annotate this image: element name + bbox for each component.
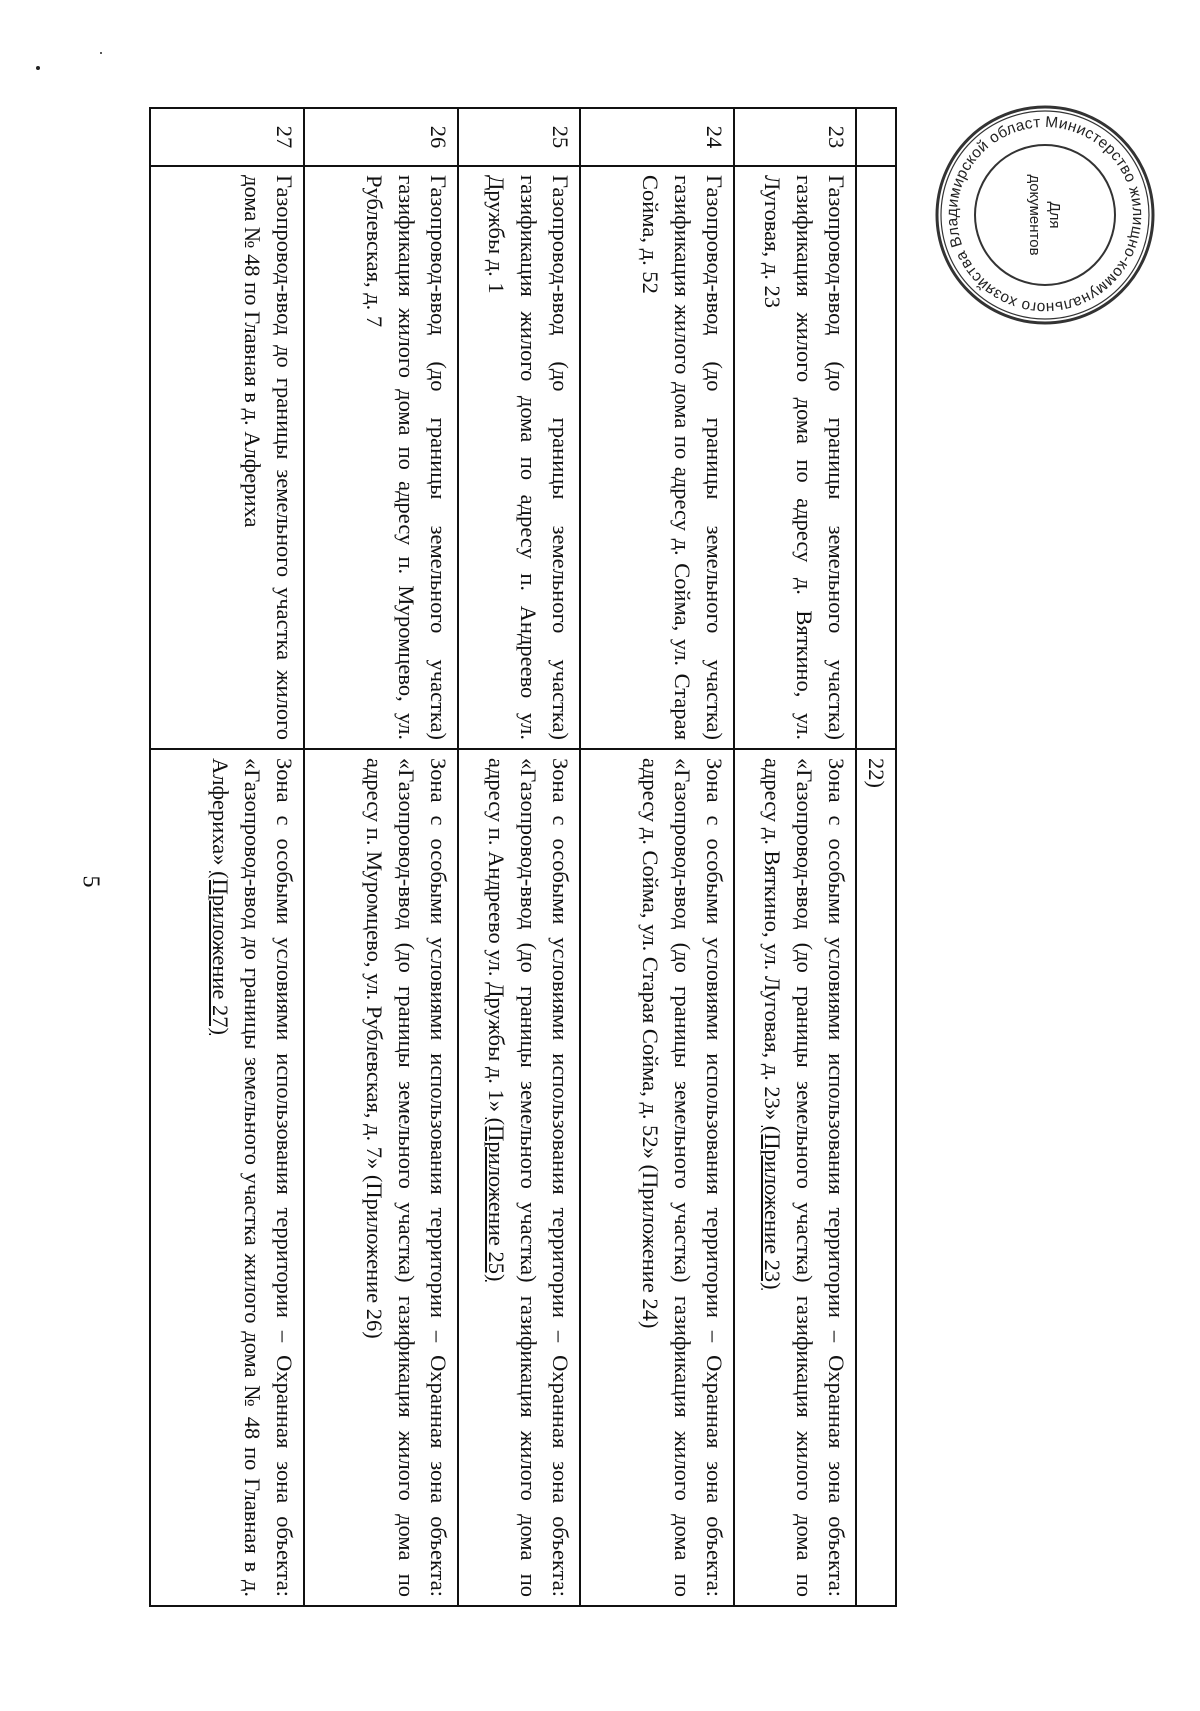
object-description: Газопровод-ввод (до границы земельного участка) газификация жилого дома по адресу п. Муромцево, ул. Рублевская, д. 7 [304,166,458,749]
seal-stamp-icon [930,100,1160,330]
table-row [304,108,458,1606]
table-row [734,108,856,1606]
table-row [856,108,896,1606]
cell-num-empty [856,108,896,166]
scan-speck [100,52,102,54]
table-row [580,108,734,1606]
appendix-ref: (Приложение 23) [760,1125,785,1290]
zone-description [734,749,856,1606]
zone-text: Зона с особыми условиями использования территории – Охранная зона объекта: «Газопровод-ввод (до границы земельного участка) газификация жилого дома по адресу д. Вяткино, ул. Луговая, д. 23» [760,758,849,1597]
appendix-ref: (Приложение 27) [208,871,233,1036]
cell-object-empty [856,166,896,749]
page-number: 5 [77,875,104,888]
table-row [458,108,580,1606]
table-row [150,108,304,1606]
zone-description [580,749,734,1606]
object-description: Газопровод-ввод (до границы земельного участка) газификация жилого дома по адресу д. Сойма, ул. Старая Сойма, д. 52 [580,166,734,749]
zone-text: Зона с особыми условиями использования территории – Охранная зона объекта: «Газопровод-ввод (до границы земельного участка) газификация жилого дома по адресу п. Андреево ул. Дружбы д. 1» [484,758,573,1597]
zone-description [304,749,458,1606]
object-description: Газопровод-ввод (до границы земельного участка) газификация жилого дома по адресу д. Вяткино, ул. Луговая, д. 23 [734,166,856,749]
zone-text: Зона с особыми условиями использования территории – Охранная зона объекта: «Газопровод-ввод до границы земельного участка жилого дома № 48 по Главная в д. Алфериха» [208,758,297,1597]
scan-speck [36,66,40,70]
zones-table [149,107,897,1607]
ministry-seal [930,100,1160,330]
zone-text: Зона с особыми условиями использования территории – Охранная зона объекта: «Газопровод-ввод (до границы земельного участка) газификация жилого дома по адресу д. Сойма, ул. Старая Сойма, д. 52» (Приложение 24) [638,758,727,1597]
appendix-ref: (Приложение 25) [484,1117,509,1282]
rotated-table-container [145,107,897,1607]
row-number: 24 [580,108,734,166]
zone-description [458,749,580,1606]
cell-zone-continuation: 22) [856,749,896,1606]
object-description: Газопровод-ввод (до границы земельного участка) газификация жилого дома по адресу п. Андреево ул. Дружбы д. 1 [458,166,580,749]
seal-center-line1: Для [1046,201,1063,229]
row-number: 23 [734,108,856,166]
row-number: 25 [458,108,580,166]
zone-text: Зона с особыми условиями использования территории – Охранная зона объекта: «Газопровод-ввод (до границы земельного участка) газификация жилого дома по адресу п. Муромцево, ул. Рублевская, д. 7» (Приложение 26) [362,758,451,1597]
row-number: 26 [304,108,458,166]
seal-ring-text: Министерство жилищно-коммунального хозяйства Владимирской област [943,113,1147,317]
zone-description [150,749,304,1606]
object-description: Газопровод-ввод до границы земельного участка жилого дома № 48 по Главная в д. Алфериха [150,166,304,749]
seal-center-line2: документов [1026,174,1043,256]
row-number: 27 [150,108,304,166]
